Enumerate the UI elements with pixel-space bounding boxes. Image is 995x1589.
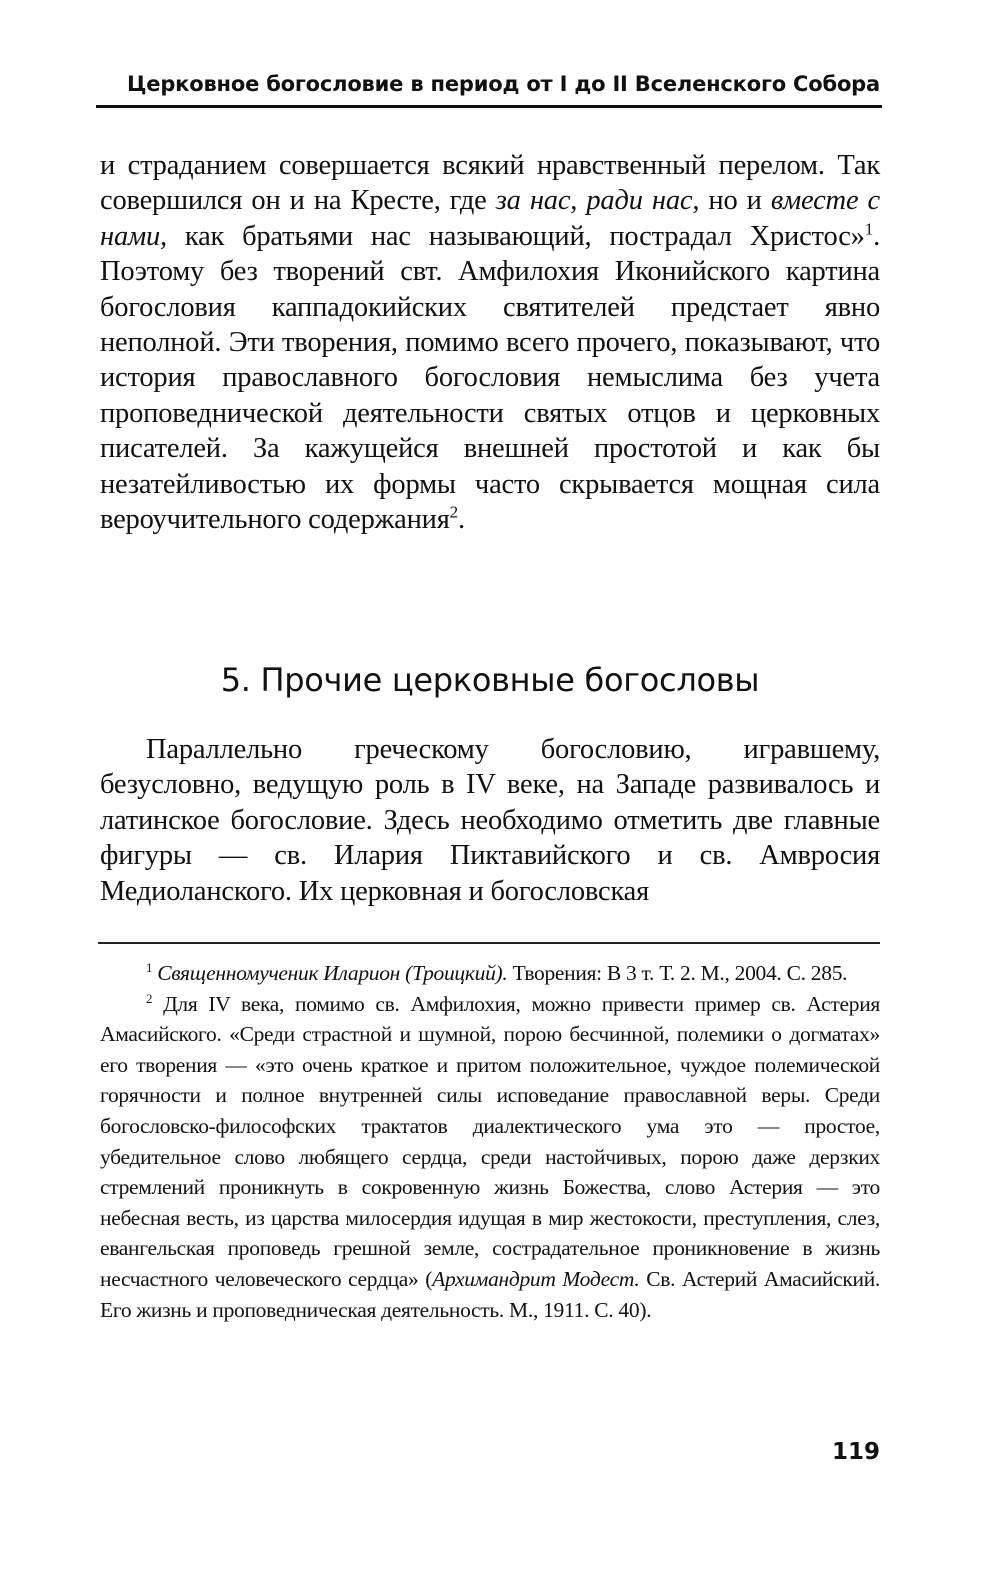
footnote-rule [98, 942, 880, 944]
footnote-mark: 1 [146, 960, 153, 975]
paragraph-2: Параллельно греческому богословию, игравшему, безусловно, ведущую роль в IV веке, на Западе развивалось и латинское богословие. Здесь необходимо отметить две главные фигуры — св. Илария Пиктавийского и св. Амвросия Медиоланского. Их церковная и богословская [100, 734, 880, 907]
paragraph-continuation [100, 148, 880, 537]
running-head: Церковное богословие в период от I до II Вселенского Собора [127, 72, 880, 96]
text-run: как братьями нас называющий, пострадал Христос» [166, 220, 865, 252]
text-run: . [457, 504, 465, 536]
footnote-author: Архимандрит Модест. [432, 1266, 640, 1291]
italic-phrase: вместе с нами, [100, 185, 880, 252]
footnote-text: Для IV века, помимо св. Амфилохия, можно привести пример св. Астерия Амасийского. «Среди страстной и шумной, порою бесчинной, полемики о догматах» его творения — «это очень краткое и притом положительное, чуждое полемической горячности и полное внутренней силы исповедание православной веры. Среди богословско-философских трактатов диалектического ума это — простое, убедительное слово любящего сердца, среди настойчивых, порою даже дерзких стремлений проникнуть в сокровенную жизнь Божества, слово Астерия — это небесная весть, из царства милосердия идущая в мир жестокости, преступления, слез, евангельская проповедь грешной земле, сострадательное проникновение в жизнь несчастного человеческого сердца» ( [100, 991, 880, 1291]
footnote-mark: 2 [146, 991, 153, 1006]
footnotes [100, 958, 880, 1325]
footnote-1 [100, 958, 880, 989]
text-run: . Поэтому без творений свт. Амфилохия Иконийского картина богословия каппадокийских святителей предстает явно неполной. Эти творения, помимо всего прочего, показывают, что история православного богословия немыслима без учета проповеднической деятельности святых отцов и церковных писателей. За кажущейся внешней простотой и как бы незатейливостью их формы часто скрывается мощная сила вероучительного содержания [100, 220, 880, 536]
paragraph-1 [100, 148, 880, 537]
italic-phrase: за нас, ради нас, [495, 185, 700, 217]
footnote-2 [100, 989, 880, 1326]
page-number: 119 [831, 1439, 880, 1465]
footnote-text: Св. Астерий Амасийский. Его жизнь и проповедническая деятельность. М., 1911. С. 40). [100, 1266, 880, 1322]
footnote-ref-2[interactable]: 2 [449, 502, 458, 522]
header-rule [96, 105, 882, 108]
footnote-text: Творения: В 3 т. Т. 2. М., 2004. С. 285. [507, 961, 848, 985]
text-run: и страданием совершается всякий нравственный перелом. Так совершился он и на Кресте, где [100, 150, 880, 217]
footnote-author: Священномученик Иларион (Троицкий). [157, 961, 508, 985]
text-run: но и [699, 185, 771, 217]
section-body [100, 732, 880, 909]
footnote-ref-1[interactable]: 1 [864, 219, 874, 239]
section-heading: 5. Прочие церковные богословы [220, 661, 760, 699]
